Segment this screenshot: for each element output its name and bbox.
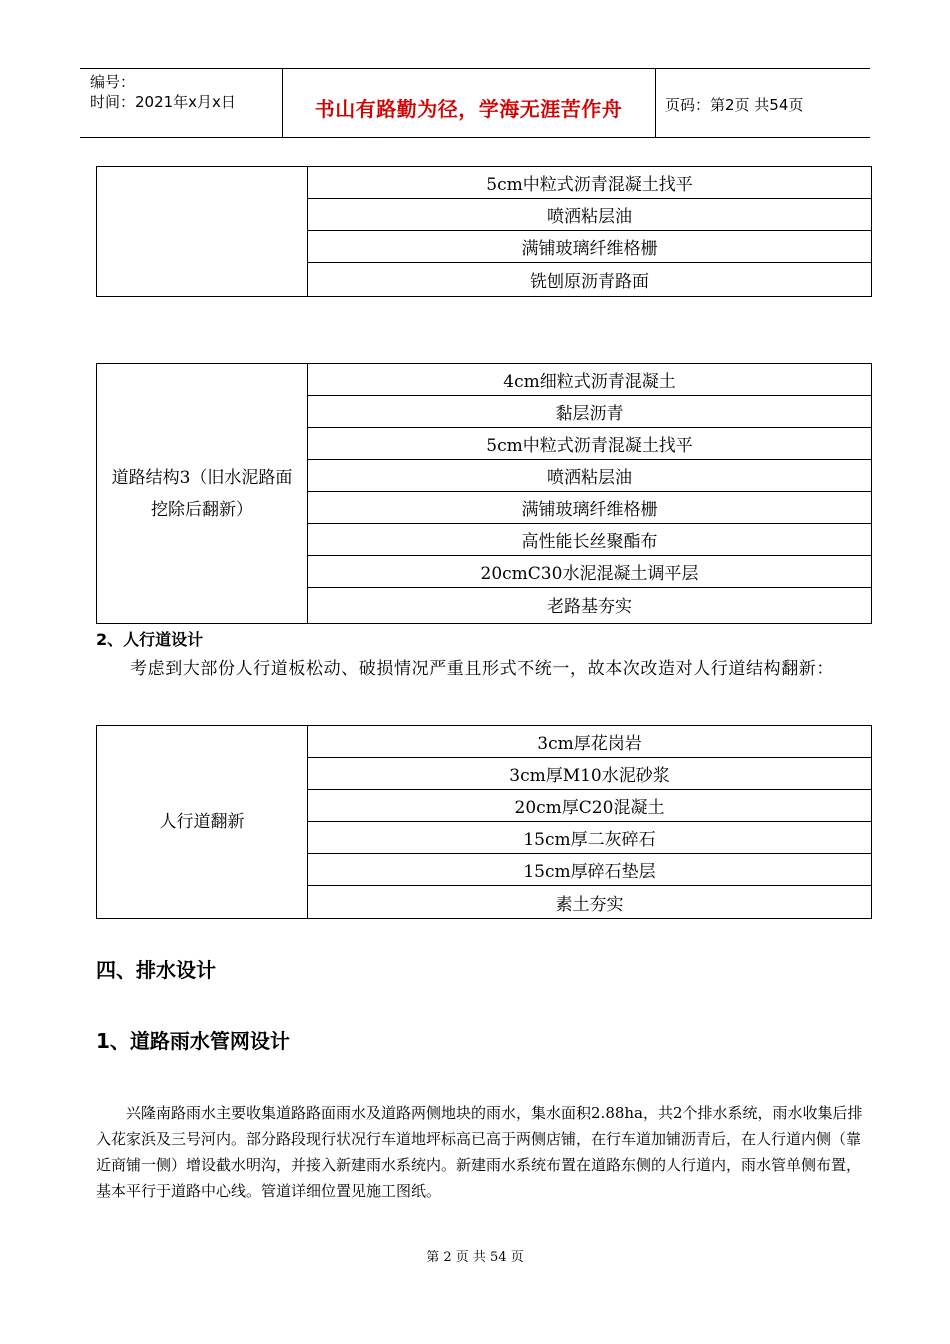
structure-table-3 bbox=[96, 725, 872, 919]
table-row: 20cm厚C20混凝土 bbox=[308, 790, 871, 822]
header-page-info: 页码：第2页 共54页 bbox=[665, 96, 804, 114]
table-row: 喷洒粘层油 bbox=[308, 460, 871, 492]
table-row: 喷洒粘层油 bbox=[308, 199, 871, 231]
sidewalk-heading: 2、人行道设计 bbox=[96, 630, 204, 649]
table-row: 5cm中粒式沥青混凝土找平 bbox=[308, 428, 871, 460]
drainage-paragraph: 兴隆南路雨水主要收集道路路面雨水及道路两侧地块的雨水，集水面积2.88ha，共2个排水系统，雨水收集后排入花家浜及三号河内。部分路段现行状况行车道地坪标高已高于两侧店铺，在行车道加铺沥青后，在人行道内侧（靠近商铺一侧）增设截水明沟，并接入新建雨水系统内。新建雨水系统布置在道路东侧的人行道内，雨水管单侧布置，基本平行于道路中心线。管道详细位置见施工图纸。 bbox=[96, 1104, 863, 1200]
header-time-label: 时间：2021年x月x日 bbox=[90, 93, 236, 111]
table-row: 老路基夯实 bbox=[547, 596, 632, 617]
table-row: 15cm厚二灰碎石 bbox=[308, 822, 871, 854]
sidewalk-paragraph: 考虑到大部份人行道板松动、破损情况严重且形式不统一，故本次改造对人行道结构翻新： bbox=[130, 659, 834, 679]
table-row: 黏层沥青 bbox=[308, 396, 871, 428]
header-divider bbox=[655, 69, 656, 137]
table-row: 5cm中粒式沥青混凝土找平 bbox=[308, 167, 871, 199]
table-row: 4cm细粒式沥青混凝土 bbox=[308, 364, 871, 396]
table-row: 铣刨原沥青路面 bbox=[530, 271, 649, 292]
table-row: 高性能长丝聚酯布 bbox=[308, 524, 871, 556]
header-meta bbox=[90, 72, 236, 112]
header-number-label: 编号： bbox=[90, 73, 136, 91]
drainage-subheading: 1、道路雨水管网设计 bbox=[96, 1029, 290, 1053]
table-row: 素土夯实 bbox=[555, 894, 624, 915]
table-row: 满铺玻璃纤维格栅 bbox=[308, 231, 871, 263]
structure-table-2 bbox=[96, 363, 872, 624]
table-row: 15cm厚碎石垫层 bbox=[308, 854, 871, 886]
table-label: 道路结构3（旧水泥路面挖除后翻新） bbox=[97, 364, 308, 623]
page-footer: 第 2 页 共 54 页 bbox=[426, 1250, 524, 1265]
table-row: 3cm厚花岗岩 bbox=[308, 726, 871, 758]
table-label: 人行道翻新 bbox=[97, 726, 308, 918]
header-motto: 书山有路勤为径，学海无涯苦作舟 bbox=[314, 97, 623, 121]
table-row: 20cmC30水泥混凝土调平层 bbox=[308, 556, 871, 588]
drainage-heading: 四、排水设计 bbox=[96, 958, 216, 982]
table-row: 3cm厚M10水泥砂浆 bbox=[308, 758, 871, 790]
table-label bbox=[97, 167, 308, 296]
structure-table-1 bbox=[96, 166, 872, 297]
table-row: 满铺玻璃纤维格栅 bbox=[308, 492, 871, 524]
page-header bbox=[80, 68, 870, 138]
